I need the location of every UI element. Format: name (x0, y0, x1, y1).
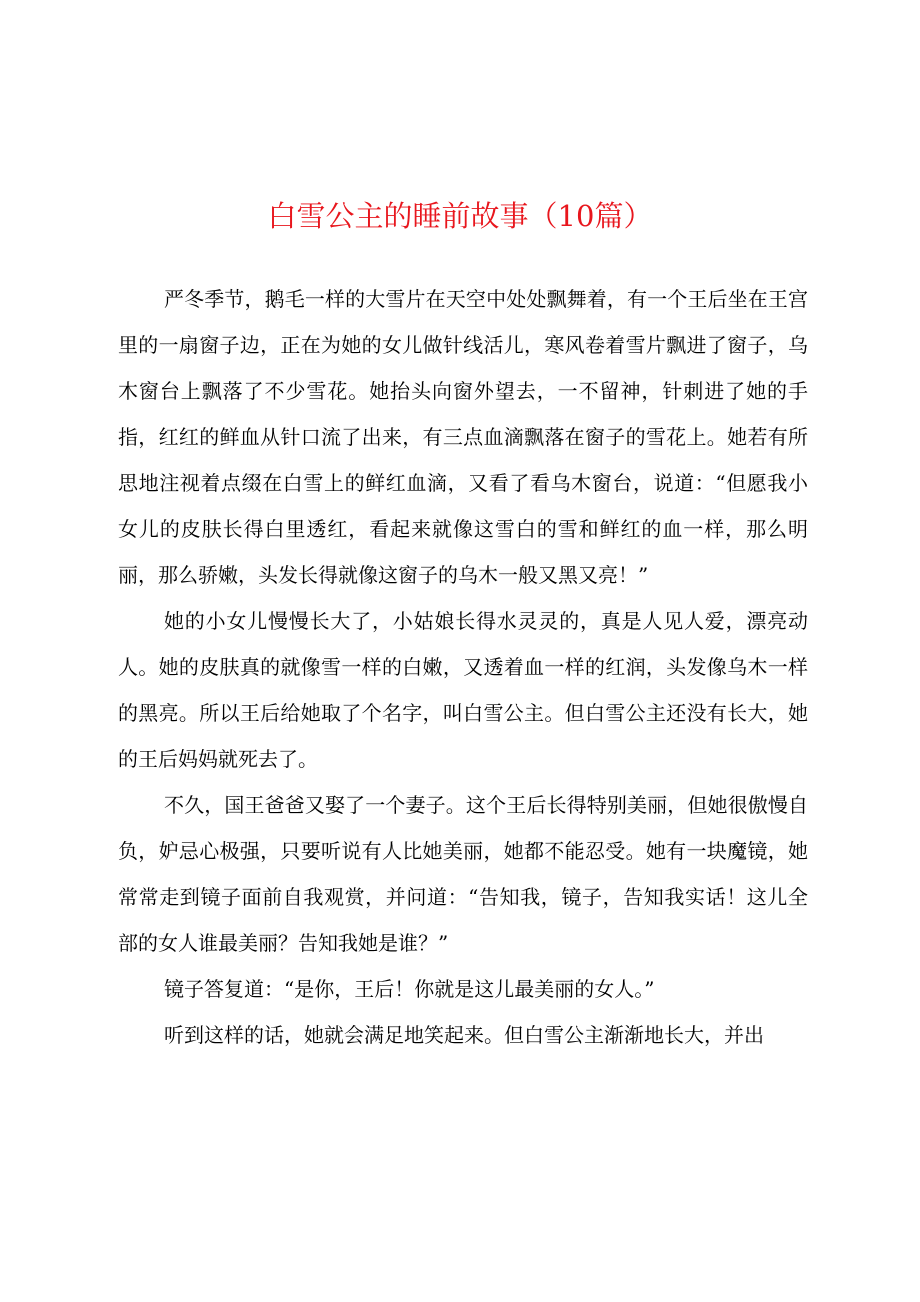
paragraph-5: 听到这样的话，她就会满足地笑起来。但白雪公主渐渐地长大，并出 (164, 1023, 764, 1047)
document-body (118, 276, 808, 1058)
document-title: 白雪公主的睡前故事（10篇） (267, 199, 653, 233)
paragraph-1: 严冬季节，鹅毛一样的大雪片在天空中处处飘舞着，有一个王后坐在王宫里的一扇窗子边，正在为她的女儿做针线活儿，寒风卷着雪片飘进了窗子，乌木窗台上飘落了不少雪花。她抬头向窗外望去，一不留神，针刺进了她的手指，红红的鲜血从针口流了出来，有三点血滴飘落在窗子的雪花上。她若有所思地注视着点缀在白雪上的鲜红血滴，又看了看乌木窗台，说道：“但愿我小女儿的皮肤长得白里透红，看起来就像这雪白的雪和鲜红的血一样，那么明丽，那么骄嫩，头发长得就像这窗子的乌木一般又黑又亮！” (118, 287, 808, 587)
paragraph-2: 她的小女儿慢慢长大了，小姑娘长得水灵灵的，真是人见人爱，漂亮动人。她的皮肤真的就像雪一样的白嫩，又透着血一样的红润，头发像乌木一样的黑亮。所以王后给她取了个名字，叫白雪公主。但白雪公主还没有长大，她的王后妈妈就死去了。 (118, 609, 808, 771)
paragraph-3: 不久，国王爸爸又娶了一个妻子。这个王后长得特别美丽，但她很傲慢自负，妒忌心极强，只要听说有人比她美丽，她都不能忍受。她有一块魔镜，她常常走到镜子面前自我观赏，并问道：“告知我，镜子，告知我实话！这儿全部的女人谁最美丽？告知我她是谁？” (118, 793, 808, 955)
paragraph-4: 镜子答复道：“是你，王后！你就是这儿最美丽的女人。” (164, 977, 655, 1001)
